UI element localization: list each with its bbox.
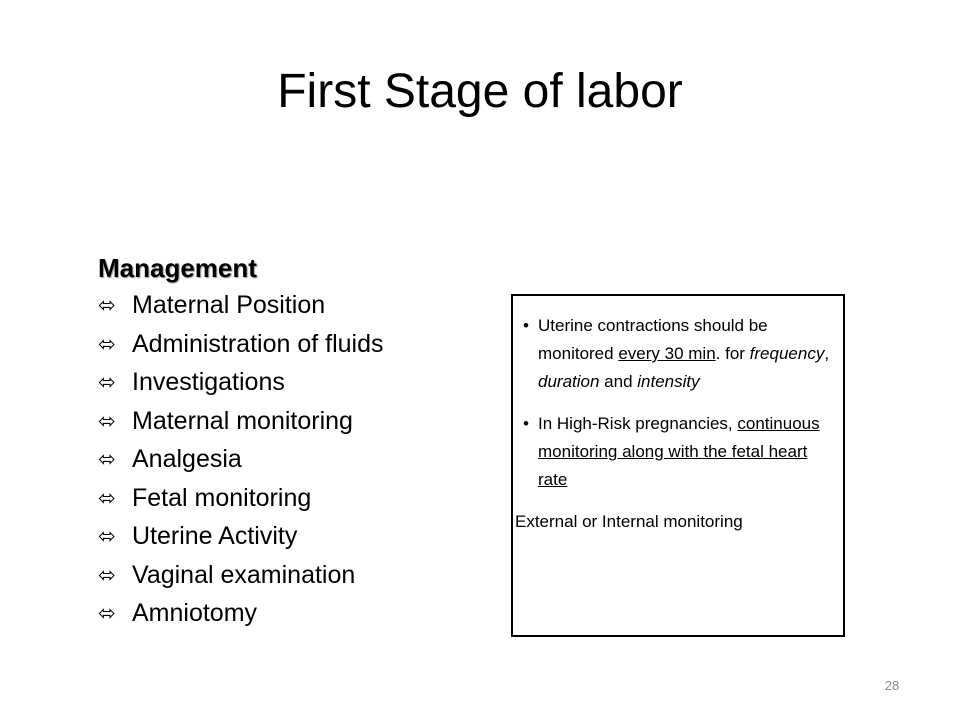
list-item-label: Maternal Position [132,291,326,319]
list-item [98,325,498,364]
note-underlined-text: continuous monitoring along with the fetal heart rate [538,414,820,489]
management-section [98,250,498,633]
arrow-bullet-icon: ⬄ [98,293,116,317]
list-item [98,363,498,402]
note-text: and [599,372,638,391]
note-italic-text: intensity [637,372,700,391]
list-item [98,286,498,325]
bullet-icon: • [523,414,529,433]
arrow-bullet-icon: ⬄ [98,447,116,471]
arrow-bullet-icon: ⬄ [98,601,116,625]
list-item [98,594,498,633]
page-number: 28 [884,678,900,693]
list-item-label: Maternal monitoring [132,406,353,435]
management-list [98,286,498,633]
note-italic-text: duration [538,372,600,391]
note-italic-text: frequency [749,344,825,363]
arrow-bullet-icon: ⬄ [98,408,116,433]
list-item-label: Fetal monitoring [132,483,312,512]
list-item-label: Investigations [132,368,285,396]
list-item [98,402,498,441]
note-text: In High-Risk pregnancies, [538,414,738,433]
list-item [98,440,498,479]
arrow-bullet-icon: ⬄ [98,370,116,394]
list-item-label: Amniotomy [132,599,258,627]
list-item [98,479,498,518]
list-item-label: Administration of fluids [132,329,384,358]
arrow-bullet-icon: ⬄ [98,485,116,510]
monitoring-info-box [511,294,845,637]
list-item [98,556,498,595]
arrow-bullet-icon: ⬄ [98,562,116,587]
list-item-label: Vaginal examination [132,560,356,589]
arrow-bullet-icon: ⬄ [98,331,116,356]
uterine-contractions-note [523,312,835,396]
note-text: . for [715,344,750,363]
monitoring-type-text: External or Internal monitoring [515,512,743,531]
management-heading: Management [98,253,257,283]
list-item-label: Uterine Activity [132,522,298,550]
slide-title: First Stage of labor [277,65,683,118]
note-text: Uterine contractions should be monitored [538,316,768,363]
bullet-icon: • [523,316,529,335]
high-risk-note [523,410,835,494]
arrow-bullet-icon: ⬄ [98,524,116,548]
note-text: , [824,344,830,363]
note-underlined-text: every 30 min [618,344,716,363]
list-item [98,517,498,556]
list-item-label: Analgesia [132,445,242,473]
